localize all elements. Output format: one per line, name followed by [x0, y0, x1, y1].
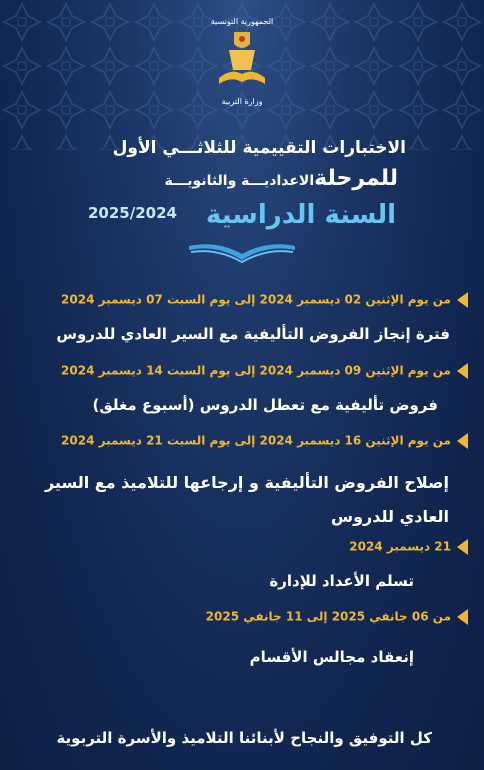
arrow-icon	[457, 609, 468, 625]
title-line-2-small: الاعداديـــة والثانويـــة	[164, 173, 315, 189]
svg-text:وزارة التربية: وزارة التربية	[221, 97, 263, 106]
schedule-item-4-date-text: 21 ديسمبر 2024	[349, 539, 451, 554]
arrow-icon	[457, 539, 468, 555]
title-line-2	[164, 166, 398, 191]
schedule-item-3-date-text: من يوم الإثنين 16 ديسمبر 2024 إلى يوم السبت 21 ديسمبر 2024	[61, 433, 451, 448]
title-line-3: السنة الدراسية	[205, 200, 396, 230]
schedule-item-2-date	[61, 363, 468, 379]
arrow-icon	[457, 363, 468, 379]
schedule-item-1-date	[61, 292, 468, 308]
schedule-item-4-date	[349, 539, 468, 555]
arrow-icon	[457, 292, 468, 308]
schedule-item-2-date-text: من يوم الإثنين 09 ديسمبر 2024 إلى يوم السبت 14 ديسمبر 2024	[61, 363, 451, 378]
schedule-item-3-text: إصلاح الفروض التأليفية و إرجاعها للتلاميذ مع السير العادي للدروس	[44, 473, 449, 526]
schedule-item-2-text: فروض تأليفية مع تعطل الدروس (أسبوع مغلق)	[92, 396, 438, 414]
schedule-item-3-date	[61, 433, 468, 449]
title-line-2-main: للمرحلة	[314, 166, 398, 191]
ministry-logo	[207, 14, 277, 114]
schedule-item-4-text: تسلم الأعداد للإدارة	[269, 572, 414, 590]
title-line-1: الاختبارات التقييمية للثلاثـــي الأول	[112, 138, 406, 158]
schedule-item-5-date-text: من 06 جانفي 2025 إلى 11 جانفي 2025	[205, 609, 451, 624]
schedule-item-5-date	[206, 609, 468, 625]
schedule-item-5-text: إنعقاد مجالس الأقسام	[249, 648, 414, 666]
schedule-item-1-date-text: من يوم الإثنين 02 ديسمبر 2024 إلى يوم السبت 07 ديسمبر 2024	[61, 292, 451, 307]
schedule-item-1-text: فترة إنجاز الفروض التأليفية مع السير العادي للدروس	[56, 325, 450, 343]
school-year: 2025/2024	[88, 204, 177, 222]
open-book-icon	[187, 240, 297, 270]
footer-message: كل التوفيق والنجاح لأبنائنا التلاميذ والأسرة التربوية	[56, 729, 432, 747]
svg-text:الجمهورية التونسية: الجمهورية التونسية	[210, 17, 274, 26]
arrow-icon	[457, 433, 468, 449]
